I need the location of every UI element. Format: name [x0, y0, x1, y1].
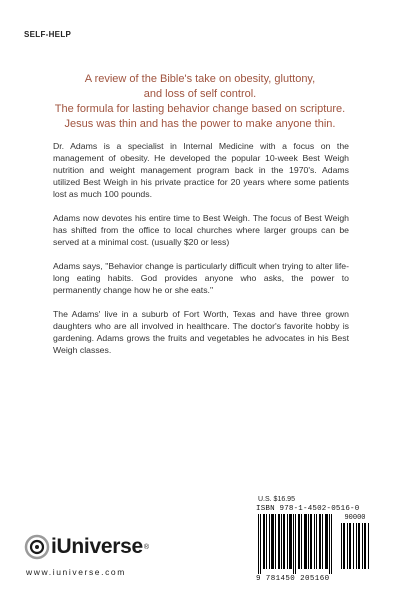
barcode-icon: [256, 514, 336, 574]
iuniverse-logo-icon: [24, 534, 50, 560]
author-description: [53, 140, 349, 368]
ean-number: 9 781450 205160: [256, 575, 330, 583]
publisher-url: www.iuniverse.com: [26, 567, 126, 577]
tagline-line: A review of the Bible's take on obesity, gluttony,: [84, 73, 316, 85]
paragraph: The Adams' live in a suburb of Fort Worth, Texas and have three grown daughters who are all involved in healthcare. The doctor's favorite hobby is gardening. Adams grows the fruits and vegetables he advocates in his Best Weigh classes.: [53, 309, 349, 355]
paragraph: Dr. Adams is a specialist in Internal Medicine with a focus on the management of obesity. He developed the popular 10-week Best Weigh nutrition and weight management program back in the 1970's. Adams utilized Best Weigh in his private practice for 20 years where some patients lost as much 100 pounds.: [53, 141, 349, 199]
supplement-code: 90000: [344, 514, 366, 522]
publisher-name: iUniverse: [51, 535, 143, 558]
tagline: [40, 72, 360, 132]
tagline-line: The formula for lasting behavior change based on scripture.: [54, 103, 346, 115]
category-label: SELF-HELP: [24, 30, 72, 39]
registered-mark: ®: [143, 543, 150, 551]
tagline-line: and loss of self control.: [143, 88, 257, 100]
price-label: U.S. $16.95: [258, 496, 295, 503]
paragraph: Adams now devotes his entire time to Best Weigh. The focus of Best Weigh has shifted from the office to local churches where larger groups can be served at a minimal cost. (usually $20 or less): [53, 213, 349, 247]
paragraph: Adams says, "Behavior change is particularly difficult when trying to alter life-long eating habits. God provides anyone who asks, the power to permanently change how he or she eats.": [53, 261, 349, 295]
isbn-number: ISBN 978-1-4502-0516-0: [256, 505, 360, 513]
publisher-logo: [24, 534, 149, 560]
barcode-icon: [340, 523, 370, 569]
tagline-line: Jesus was thin and has the power to make anyone thin.: [64, 118, 336, 130]
barcode-block: [256, 505, 376, 583]
